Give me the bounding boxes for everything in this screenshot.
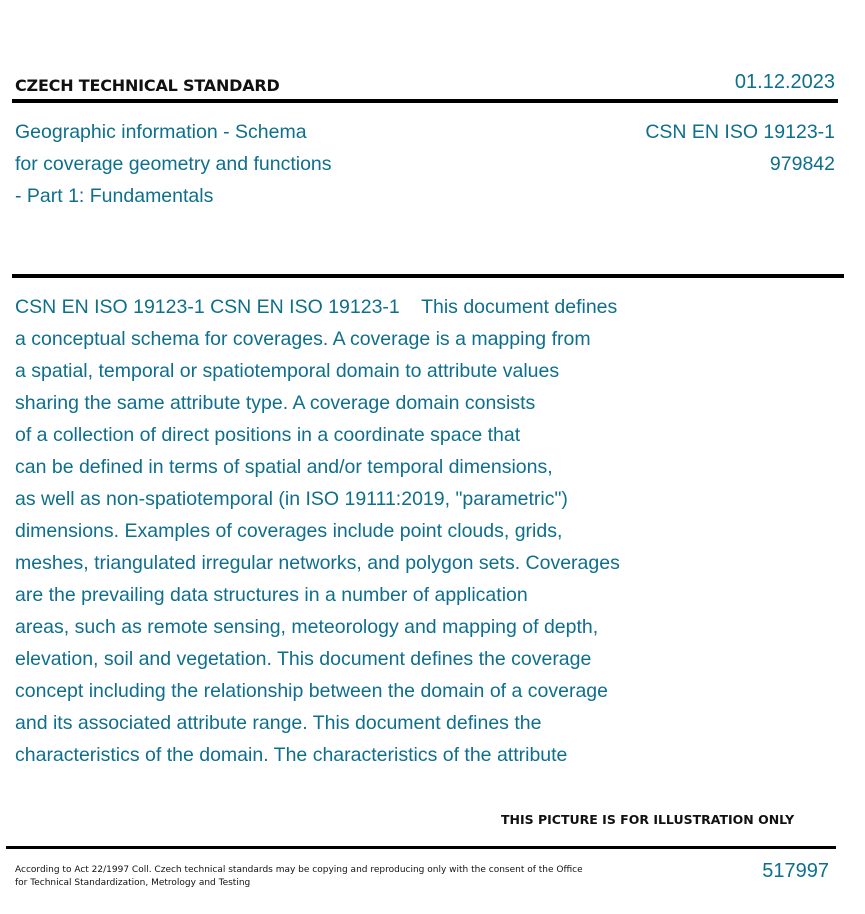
header-divider bbox=[12, 99, 838, 103]
footer-number: 517997 bbox=[762, 860, 829, 882]
document-title bbox=[15, 116, 332, 212]
document-identifier bbox=[645, 116, 835, 180]
legal-line: According to Act 22/1997 Coll. Czech technical standards may be copying and reproducing only with the consent of the Office bbox=[15, 865, 583, 875]
abstract-line: and its associated attribute range. This document defines the bbox=[15, 712, 542, 734]
standard-type-label: CZECH TECHNICAL STANDARD bbox=[15, 76, 280, 95]
footer-divider bbox=[6, 846, 836, 849]
title-line: for coverage geometry and functions bbox=[15, 153, 332, 175]
abstract-line: sharing the same attribute type. A coverage domain consists bbox=[15, 392, 536, 414]
abstract-line: concept including the relationship between the domain of a coverage bbox=[15, 680, 608, 702]
standard-code: CSN EN ISO 19123-1 bbox=[645, 121, 835, 143]
abstract-line: dimensions. Examples of coverages include point clouds, grids, bbox=[15, 520, 563, 542]
abstract-line: can be defined in terms of spatial and/or temporal dimensions, bbox=[15, 456, 553, 478]
title-line: Geographic information - Schema bbox=[15, 121, 307, 143]
abstract-line: as well as non-spatiotemporal (in ISO 19111:2019, "parametric") bbox=[15, 488, 568, 510]
abstract-line: meshes, triangulated irregular networks, and polygon sets. Coverages bbox=[15, 552, 620, 574]
catalog-number: 979842 bbox=[769, 153, 835, 175]
abstract-line: are the prevailing data structures in a number of application bbox=[15, 584, 528, 606]
illustration-notice: THIS PICTURE IS FOR ILLUSTRATION ONLY bbox=[501, 812, 795, 827]
abstract-line: of a collection of direct positions in a coordinate space that bbox=[15, 424, 521, 446]
abstract-text bbox=[15, 291, 715, 771]
publication-date: 01.12.2023 bbox=[734, 71, 835, 93]
abstract-line: a conceptual schema for coverages. A coverage is a mapping from bbox=[15, 328, 591, 350]
abstract-line: elevation, soil and vegetation. This document defines the coverage bbox=[15, 648, 592, 670]
title-line: - Part 1: Fundamentals bbox=[15, 185, 214, 207]
abstract-line: characteristics of the domain. The characteristics of the attribute bbox=[15, 744, 568, 766]
legal-line: for Technical Standardization, Metrology and Testing bbox=[15, 878, 251, 888]
abstract-line: CSN EN ISO 19123-1 CSN EN ISO 19123-1 This document defines bbox=[15, 296, 618, 318]
title-divider bbox=[12, 274, 844, 278]
legal-notice bbox=[15, 864, 615, 890]
abstract-line: a spatial, temporal or spatiotemporal domain to attribute values bbox=[15, 360, 560, 382]
abstract-line: areas, such as remote sensing, meteorology and mapping of depth, bbox=[15, 616, 599, 638]
